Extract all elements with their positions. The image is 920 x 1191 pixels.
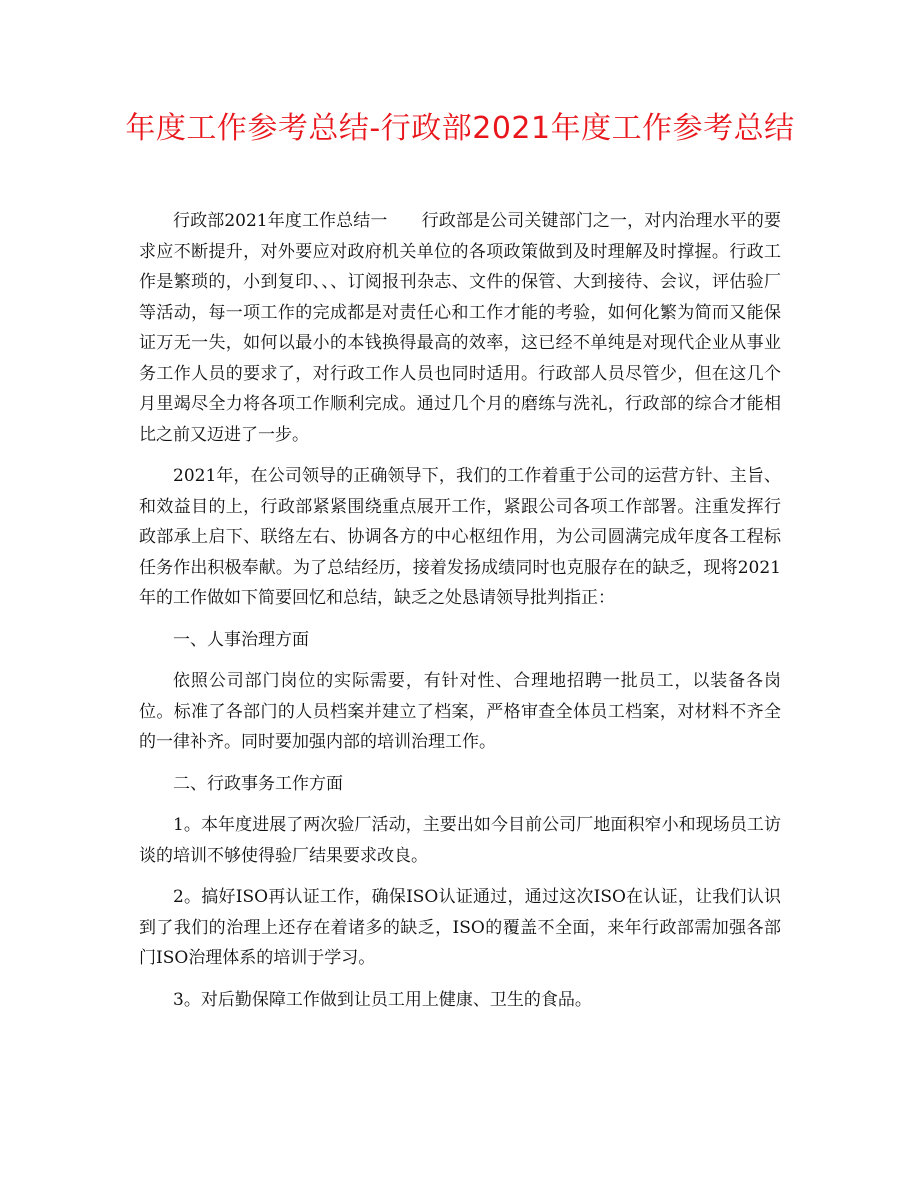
list-item-1: 1。本年度进展了两次验厂活动，主要出如今目前公司厂地面积窄小和现场员工访谈的培训不够使得验厂结果要求改良。: [139, 815, 781, 866]
section-heading-admin-affairs: 二、行政事务工作方面: [173, 773, 343, 794]
document-title: 年度工作参考总结-行政部2021年度工作参考总结: [125, 111, 795, 146]
paragraph-personnel: 依照公司部门岗位的实际需要，有针对性、合理地招聘一批员工，以装备各岗位。标准了各部门的人员档案并建立了档案，严格审查全体员工档案，对材料不齐全的一律补齐。同时要加强内部的培训治理工作。: [139, 671, 781, 752]
paragraph-intro: 行政部2021年度工作总结一 行政部是公司关键部门之一，对内治理水平的要求应不断提升，对外要应对政府机关单位的各项政策做到及时理解及时撑握。行政工作是繁琐的，小到复印、、、订阅报刊杂志、文件的保管、大到接待、会议，评估验厂等活动，每一项工作的完成都是对责任心和工作才能的考验，如何化繁为简而又能保证万无一失，如何以最小的本钱换得最高的效率，这已经不单纯是对现代企业从事业务工作人员的要求了，对行政工作人员也同时适用。行政部人员尽管少，但在这几个月里竭尽全力将各项工作顺利完成。通过几个月的磨练与洗礼，行政部的综合才能相比之前又迈进了一步。: [139, 211, 781, 445]
list-item-2: 2。搞好ISO再认证工作，确保ISO认证通过，通过这次ISO在认证，让我们认识到了我们的治理上还存在着诸多的缺乏，ISO的覆盖不全面，来年行政部需加强各部门ISO治理体系的培训于学习。: [139, 887, 781, 968]
document-body: [139, 206, 781, 1026]
paragraph-annual-summary: 2021年，在公司领导的正确领导下，我们的工作着重于公司的运营方针、主旨、和效益目的上，行政部紧紧围绕重点展开工作，紧跟公司各项工作部署。注重发挥行政部承上启下、联络左右、协调各方的中心枢纽作用，为公司圆满完成年度各工程标任务作出积极奉献。为了总结经历，接着发扬成绩同时也克服存在的缺乏，现将2021年的工作做如下简要回忆和总结，缺乏之处恳请领导批判指正：: [139, 466, 781, 608]
list-item-3: 3。对后勤保障工作做到让员工用上健康、卫生的食品。: [173, 989, 592, 1010]
section-heading-personnel: 一、人事治理方面: [173, 629, 309, 650]
